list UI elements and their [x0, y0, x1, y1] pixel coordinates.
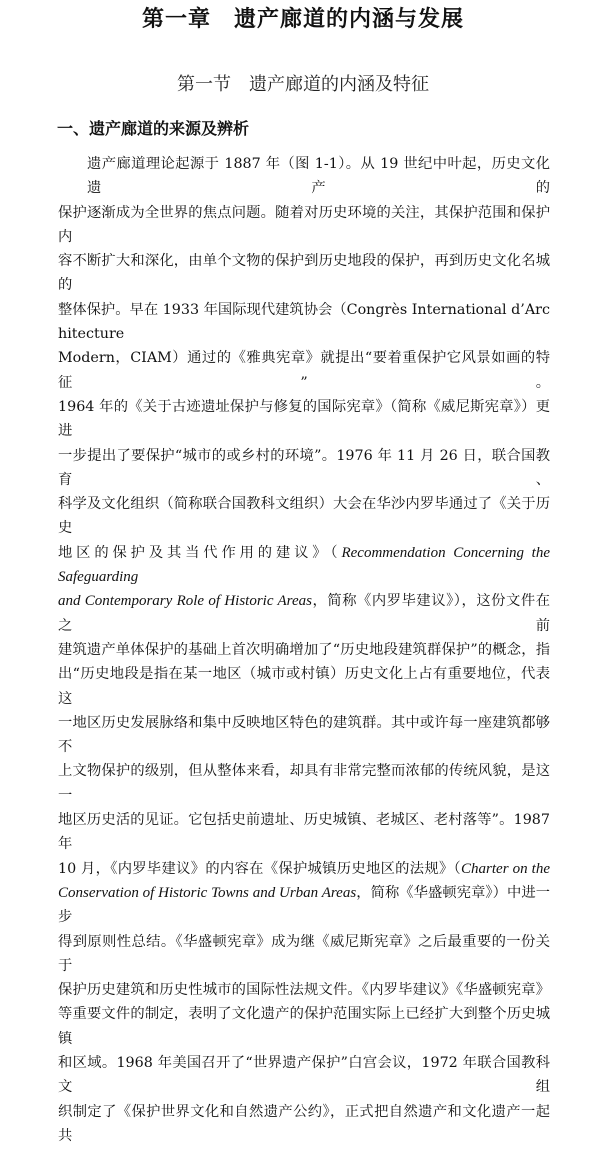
text-segment: 等重要文件的制定，表明了文化遗产的保护范围实际上已经扩大到整个历史城镇	[58, 1006, 550, 1047]
text-segment: 一地区历史发展脉络和集中反映地区特色的建筑群。其中或许每一座建筑都够不	[58, 714, 550, 756]
text-line	[58, 978, 550, 1002]
text-segment: 地区的保护及其当代作用的建议》（	[58, 544, 342, 561]
chapter-title: 第一章 遗产廊道的内涵与发展	[141, 6, 464, 32]
text-line	[58, 930, 550, 979]
text-line	[58, 638, 550, 662]
text-line	[58, 298, 550, 347]
text-segment: 地区历史活的见证。它包括史前遗址、历史城镇、老城区、老村落等”。1987 年	[58, 812, 550, 853]
text-segment: 上文物保护的级别，但从整体来看，却具有非常完整而浓郁的传统风貌，是这一	[58, 763, 550, 804]
text-line	[58, 541, 550, 590]
text-line	[58, 711, 550, 760]
text-segment: 建筑遗产单体保护的基础上首次明确增加了“历史地段建筑群保护”的概念，指	[58, 641, 550, 658]
text-line	[58, 857, 550, 881]
text-segment: 一步提出了要保护“城市的或乡村的环境”。1976 年 11 月 26 日，联合国教育、	[58, 447, 550, 488]
body-paragraph	[58, 152, 550, 1158]
text-segment: ，简称《华盛顿宪章》）中进一步	[58, 884, 550, 926]
text-segment: 1964 年的《关于古迹遗址保护与修复的国际宪章》（简称《威尼斯宪章》）更进	[58, 398, 550, 440]
text-segment: 科学及文化组织（简称联合国教科文组织）大会在华沙内罗毕通过了《关于历史	[58, 496, 550, 537]
italic-title: Conservation of Historic Towns and Urban Areas	[58, 884, 357, 901]
text-segment: 10 月，《内罗毕建议》的内容在《保护城镇历史地区的法规》（	[58, 860, 462, 877]
text-line	[58, 1002, 550, 1051]
text-line	[58, 444, 550, 493]
text-line	[58, 249, 550, 298]
text-segment: 保护历史建筑和历史性城市的国际性法规文件。《内罗毕建议》《华盛顿宪章》	[58, 982, 550, 999]
italic-title: and Contemporary Role of Historic Areas	[58, 593, 312, 610]
italic-title: Charter on the	[461, 860, 550, 877]
text-segment: 遗产廊道理论起源于 1887 年（图 1-1）。从 19 世纪中叶起，历史文化遗产的	[87, 156, 550, 197]
section-title: 第一节 遗产廊道的内涵及特征	[177, 74, 429, 95]
text-line	[58, 346, 550, 395]
text-line	[58, 1100, 550, 1149]
text-line	[58, 152, 550, 201]
text-segment: 得到原则性总结。《华盛顿宪章》成为继《威尼斯宪章》之后最重要的一份关于	[58, 933, 550, 974]
text-line	[58, 759, 550, 808]
text-line	[58, 1051, 550, 1100]
text-segment: Modern，CIAM）通过的《雅典宪章》就提出“要着重保护它风景如画的特征”。	[58, 350, 550, 391]
text-segment: 保护逐渐成为全世界的焦点问题。随着对历史环境的关注，其保护范围和保护内	[58, 204, 550, 245]
text-line	[58, 881, 550, 930]
subsection-heading: 一、遗产廊道的来源及辨析	[57, 119, 250, 138]
text-segment: 和区域。1968 年美国召开了“世界遗产保护”白宫会议，1972 年联合国教科文组	[58, 1054, 550, 1096]
text-segment: 容不断扩大和深化，由单个文物的保护到历史地段的保护，再到历史文化名城的	[58, 253, 550, 294]
text-line	[58, 395, 550, 444]
text-segment: 织制定了《保护世界文化和自然遗产公约》，正式把自然遗产和文化遗产一起共	[58, 1103, 550, 1144]
text-line	[58, 589, 550, 638]
text-line	[58, 808, 550, 857]
text-segment: ，简称《内罗毕建议》），这份文件在之前	[58, 593, 550, 634]
text-segment: 整体保护。早在 1933 年国际现代建筑协会（Congrès International d’Architecture	[58, 301, 550, 343]
text-line	[58, 662, 550, 711]
text-line	[58, 201, 550, 250]
text-line	[58, 492, 550, 541]
italic-title: Recommendation Concerning the Safeguarding	[58, 544, 550, 586]
text-segment: 出“历史地段是指在某一地区（城市或村镇）历史文化上占有重要地位，代表这	[58, 666, 550, 707]
